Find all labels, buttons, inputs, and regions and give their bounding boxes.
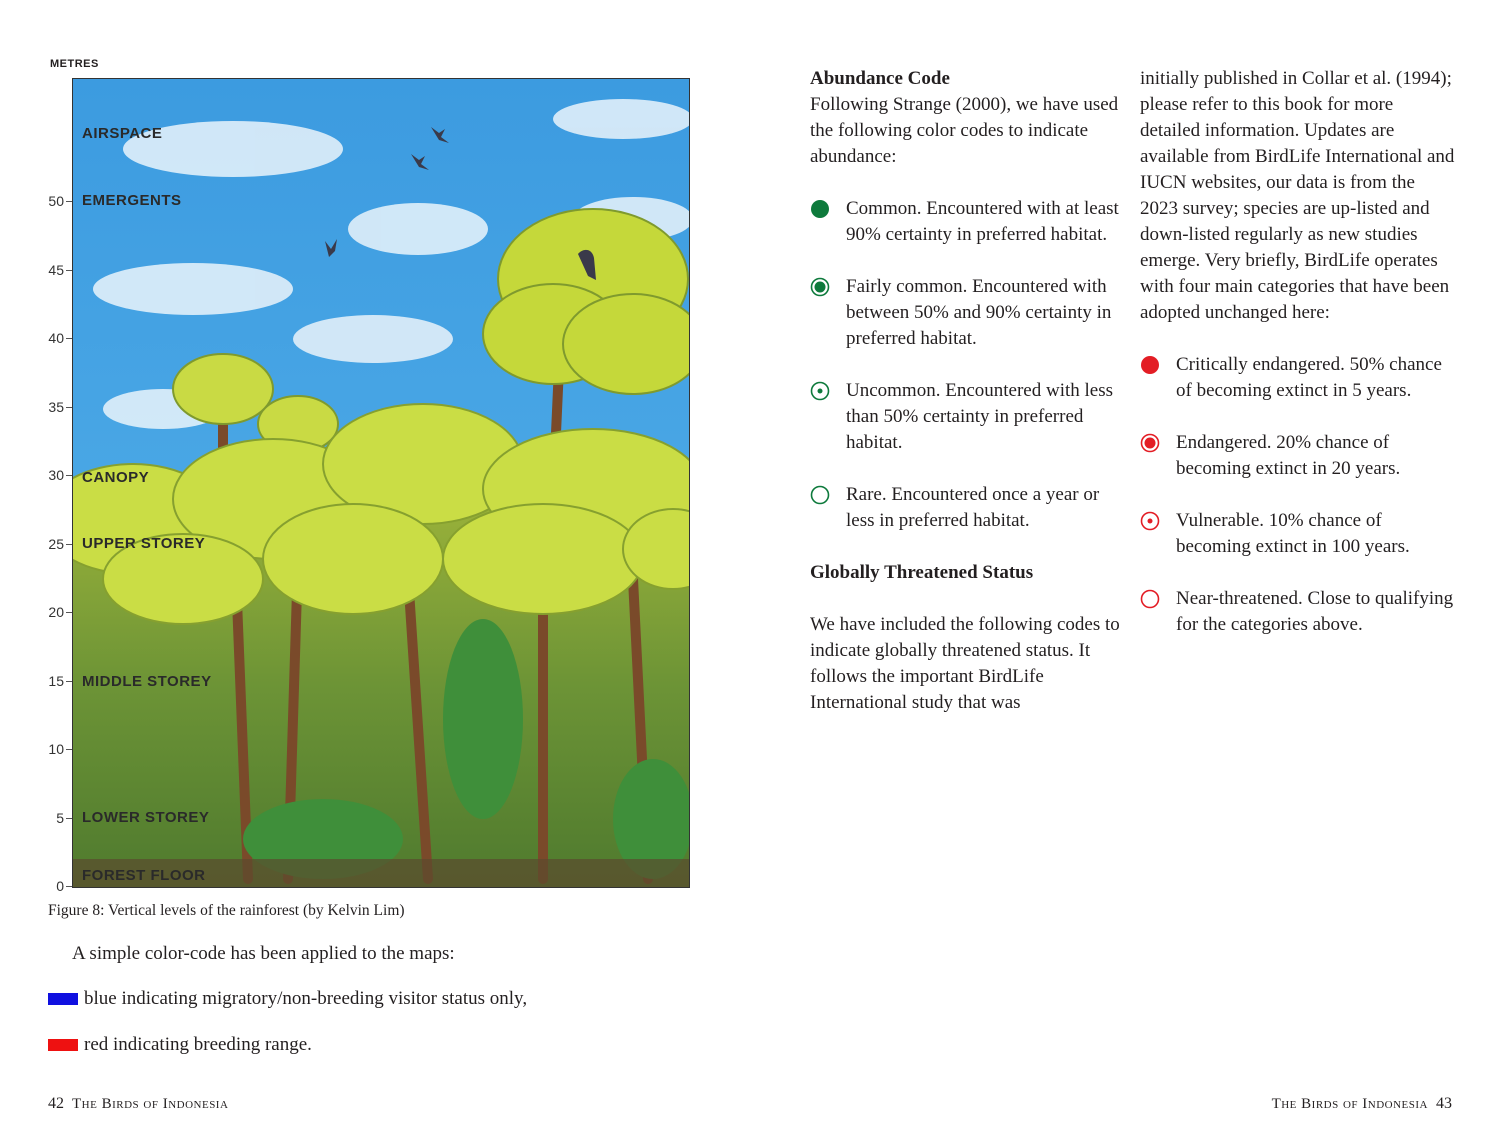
empty-circle-icon — [810, 485, 830, 505]
ring-large-dot-icon — [810, 277, 830, 297]
ring-small-dot-icon — [810, 381, 830, 401]
abundance-text-fairly-common: Fairly common. Encountered with between 50% and 90% certainty in preferred habitat. — [846, 276, 1112, 349]
legend-row-red — [48, 1034, 312, 1056]
layer-label-forest-floor: FOREST FLOOR — [82, 867, 206, 884]
tick-label-0: 0 — [56, 878, 64, 894]
abundance-intro: Following Strange (2000), we have used the following color codes to indicate abundance: — [810, 94, 1119, 167]
threat-item-endangered — [1140, 430, 1455, 482]
ring-small-dot-icon — [1140, 511, 1160, 531]
threat-item-vulnerable — [1140, 508, 1455, 560]
threat-heading: Globally Threatened Status — [810, 562, 1034, 583]
threat-text-near-threatened: Near-threatened. Close to qualifying for the categories above. — [1176, 588, 1454, 635]
ring-large-dot-icon — [1140, 433, 1160, 453]
text-column-1 — [810, 66, 1125, 586]
tick-mark-25 — [66, 544, 72, 545]
threat-item-near-threatened — [1140, 586, 1455, 638]
layer-label-airspace: AIRSPACE — [82, 125, 163, 142]
running-title-right: The Birds of Indonesia — [1271, 1096, 1428, 1112]
tick-label-5: 5 — [56, 810, 64, 826]
legend-text-blue: blue indicating migratory/non-breeding visitor status only, — [84, 988, 528, 1009]
tick-mark-35 — [66, 407, 72, 408]
legend-text-red: red indicating breeding range. — [84, 1034, 312, 1055]
legend-row-blue — [48, 988, 527, 1010]
filled-circle-icon — [810, 199, 830, 219]
text-column-2 — [1140, 66, 1455, 638]
tick-label-20: 20 — [48, 604, 64, 620]
threat-intro-text-1: We have included the following codes to indicate globally threatened status. It follows the important BirdLife International study that was — [810, 614, 1120, 713]
abundance-item-rare — [810, 482, 1125, 534]
tick-label-40: 40 — [48, 330, 64, 346]
tick-mark-40 — [66, 338, 72, 339]
threat-item-critically-endangered — [1140, 352, 1455, 404]
red-swatch — [48, 1039, 78, 1051]
tick-mark-20 — [66, 612, 72, 613]
tick-mark-45 — [66, 270, 72, 271]
tick-mark-10 — [66, 749, 72, 750]
abundance-item-common — [810, 196, 1125, 248]
footer-left — [48, 1095, 228, 1113]
figure-caption: Figure 8: Vertical levels of the rainforest (by Kelvin Lim) — [48, 902, 405, 919]
tick-label-30: 30 — [48, 467, 64, 483]
page-number-left: 42 — [48, 1095, 64, 1112]
layer-label-emergents: EMERGENTS — [82, 192, 182, 209]
layer-label-lower-storey: LOWER STOREY — [82, 809, 210, 826]
tick-label-45: 45 — [48, 262, 64, 278]
blue-swatch — [48, 993, 78, 1005]
page-number-right: 43 — [1436, 1095, 1452, 1112]
layer-label-middle-storey: MIDDLE STOREY — [82, 673, 212, 690]
abundance-heading: Abundance Code — [810, 68, 950, 89]
tick-mark-30 — [66, 475, 72, 476]
tick-label-25: 25 — [48, 536, 64, 552]
empty-circle-icon — [1140, 589, 1160, 609]
threat-intro-text-2: initially published in Collar et al. (1994); please refer to this book for more detailed information. Updates are available from BirdLife International and IUCN websites, our data is from the 2023 survey; species are up-listed and down-listed regularly as new studies emerge. Very briefly, BirdLife operates with four main categories that have been adopted unchanged here: — [1140, 68, 1455, 323]
abundance-item-uncommon — [810, 378, 1125, 456]
abundance-text-common: Common. Encountered with at least 90% certainty in preferred habitat. — [846, 198, 1119, 245]
tick-mark-0 — [66, 886, 72, 887]
abundance-text-rare: Rare. Encountered once a year or less in preferred habitat. — [846, 484, 1100, 531]
axis-unit-label: METRES — [50, 58, 99, 70]
abundance-item-fairly-common — [810, 274, 1125, 352]
abundance-text-uncommon: Uncommon. Encountered with less than 50% certainty in preferred habitat. — [846, 380, 1114, 453]
layer-label-upper-storey: UPPER STOREY — [82, 535, 206, 552]
tick-label-15: 15 — [48, 673, 64, 689]
tick-mark-5 — [66, 818, 72, 819]
layer-label-canopy: CANOPY — [82, 469, 150, 486]
footer-right — [1272, 1095, 1452, 1113]
threat-text-critically-endangered: Critically endangered. 50% chance of becoming extinct in 5 years. — [1176, 354, 1442, 401]
threat-text-vulnerable: Vulnerable. 10% chance of becoming extinct in 100 years. — [1176, 510, 1410, 557]
threat-intro-part-1 — [810, 612, 1125, 716]
tick-label-50: 50 — [48, 193, 64, 209]
filled-circle-icon — [1140, 355, 1160, 375]
map-colour-intro: A simple color-code has been applied to the maps: — [72, 943, 455, 964]
tick-label-10: 10 — [48, 741, 64, 757]
running-title-left: The Birds of Indonesia — [72, 1096, 229, 1112]
tick-mark-15 — [66, 681, 72, 682]
tick-mark-50 — [66, 201, 72, 202]
threat-text-endangered: Endangered. 20% chance of becoming extinct in 20 years. — [1176, 432, 1401, 479]
tick-label-35: 35 — [48, 399, 64, 415]
